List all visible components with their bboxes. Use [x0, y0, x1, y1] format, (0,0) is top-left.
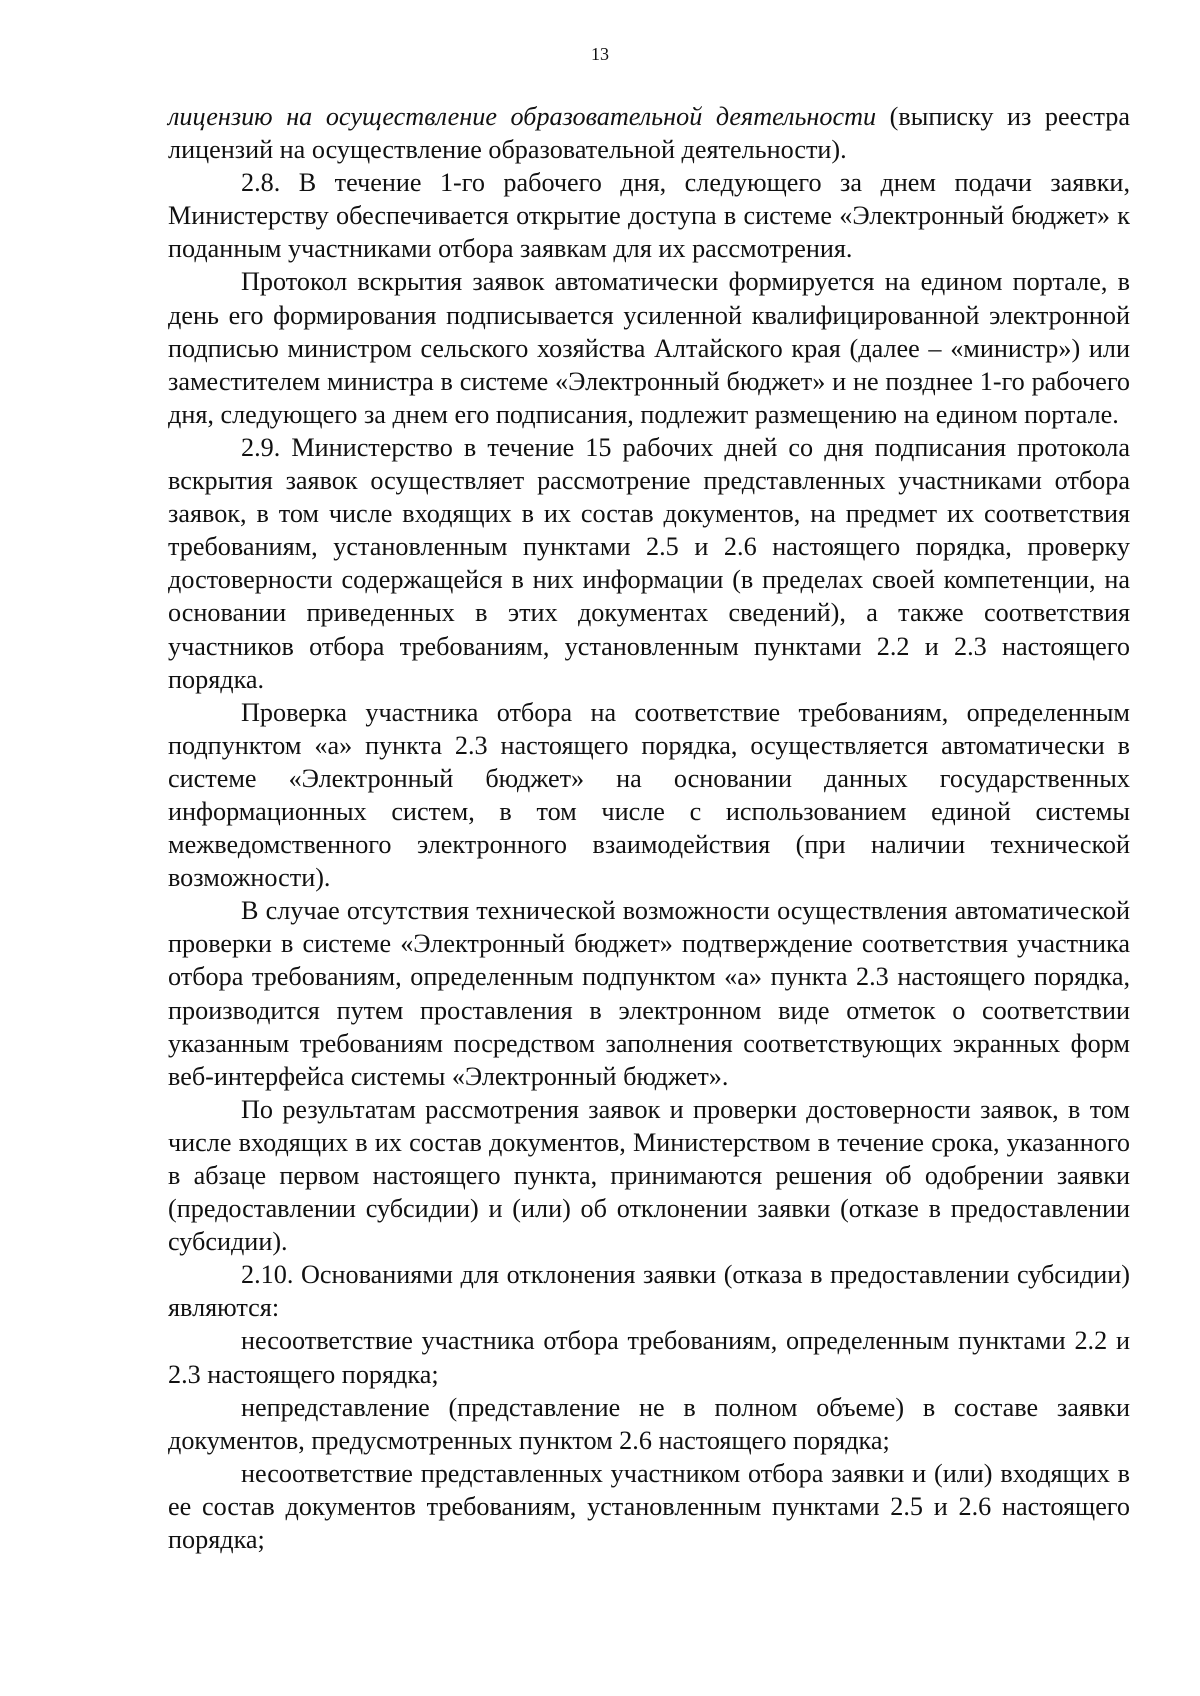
paragraph-no-technical-possibility: В случае отсутствия технической возможности осуществления автоматической проверки в системе «Электронный бюджет» подтверждение соответствия участника отбора требованиям, определенным подпунктом «а» пункта 2.3 настоящего порядка, производится путем проставления в электронном виде отметок о соответствии указанным требованиям посредством заполнения соответствующих экранных форм веб-интерфейса системы «Электронный бюджет».	[168, 896, 1130, 1091]
paragraph-license-continuation	[168, 100, 1130, 166]
paragraph-review-results: По результатам рассмотрения заявок и проверки достоверности заявок, в том числе входящих в их состав документов, Министерством в течение срока, указанного в абзаце первом настоящего пункта, принимаются решения об одобрении заявки (предоставлении субсидии) и (или) об отклонении заявки (отказе в предоставлении субсидии).	[168, 1094, 1130, 1257]
document-body	[168, 100, 1130, 1556]
page-number: 13	[591, 44, 609, 64]
paragraph-verification: Проверка участника отбора на соответствие требованиям, определенным подпунктом «а» пункта 2.3 настоящего порядка, осуществляется автоматически в системе «Электронный бюджет» на основании данных государственных информационных систем, в том числе с использованием единой системы межведомственного электронного взаимодействия (при наличии технической возможности).	[168, 697, 1130, 893]
paragraph-2-8: 2.8. В течение 1-го рабочего дня, следующего за днем подачи заявки, Министерству обеспечивается открытие доступа в системе «Электронный бюджет» к поданным участниками отбора заявкам для их рассмотрения.	[168, 168, 1130, 264]
paragraph-2-10: 2.10. Основаниями для отклонения заявки (отказа в предоставлении субсидии) являются:	[168, 1260, 1130, 1323]
list-item-missing-documents: непредставление (представление не в полном объеме) в составе заявки документов, предусмотренных пунктом 2.6 настоящего порядка;	[168, 1392, 1130, 1455]
list-item-noncompliance-documents: несоответствие представленных участником отбора заявки и (или) входящих в ее состав документов требованиям, установленным пунктами 2.5 и 2.6 настоящего порядка;	[168, 1458, 1130, 1555]
paragraph-text: (выписку из реестра лицензий на осуществление образовательной деятельности).	[168, 102, 1130, 165]
list-item-noncompliance-participant: несоответствие участника отбора требованиям, определенным пунктами 2.2 и 2.3 настоящего порядка;	[168, 1326, 1130, 1389]
paragraph-protocol: Протокол вскрытия заявок автоматически формируется на едином портале, в день его формирования подписывается усиленной квалифицированной электронной подписью министром сельского хозяйства Алтайского края (далее – «министр») или заместителем министра в системе «Электронный бюджет» и не позднее 1-го рабочего дня, следующего за днем его подписания, подлежит размещению на едином портале.	[168, 267, 1130, 429]
paragraph-2-9: 2.9. Министерство в течение 15 рабочих дней со дня подписания протокола вскрытия заявок осуществляет рассмотрение представленных участниками отбора заявок, в том числе входящих в их состав документов, на предмет их соответствия требованиям, установленным пунктами 2.5 и 2.6 настоящего порядка, проверку достоверности содержащейся в них информации (в пределах своей компетенции, на основании приведенных в этих документах сведений), а также соответствия участников отбора требованиям, установленным пунктами 2.2 и 2.3 настоящего порядка.	[168, 432, 1130, 694]
italic-lead-text: лицензию на осуществление образовательной деятельности	[168, 102, 877, 131]
